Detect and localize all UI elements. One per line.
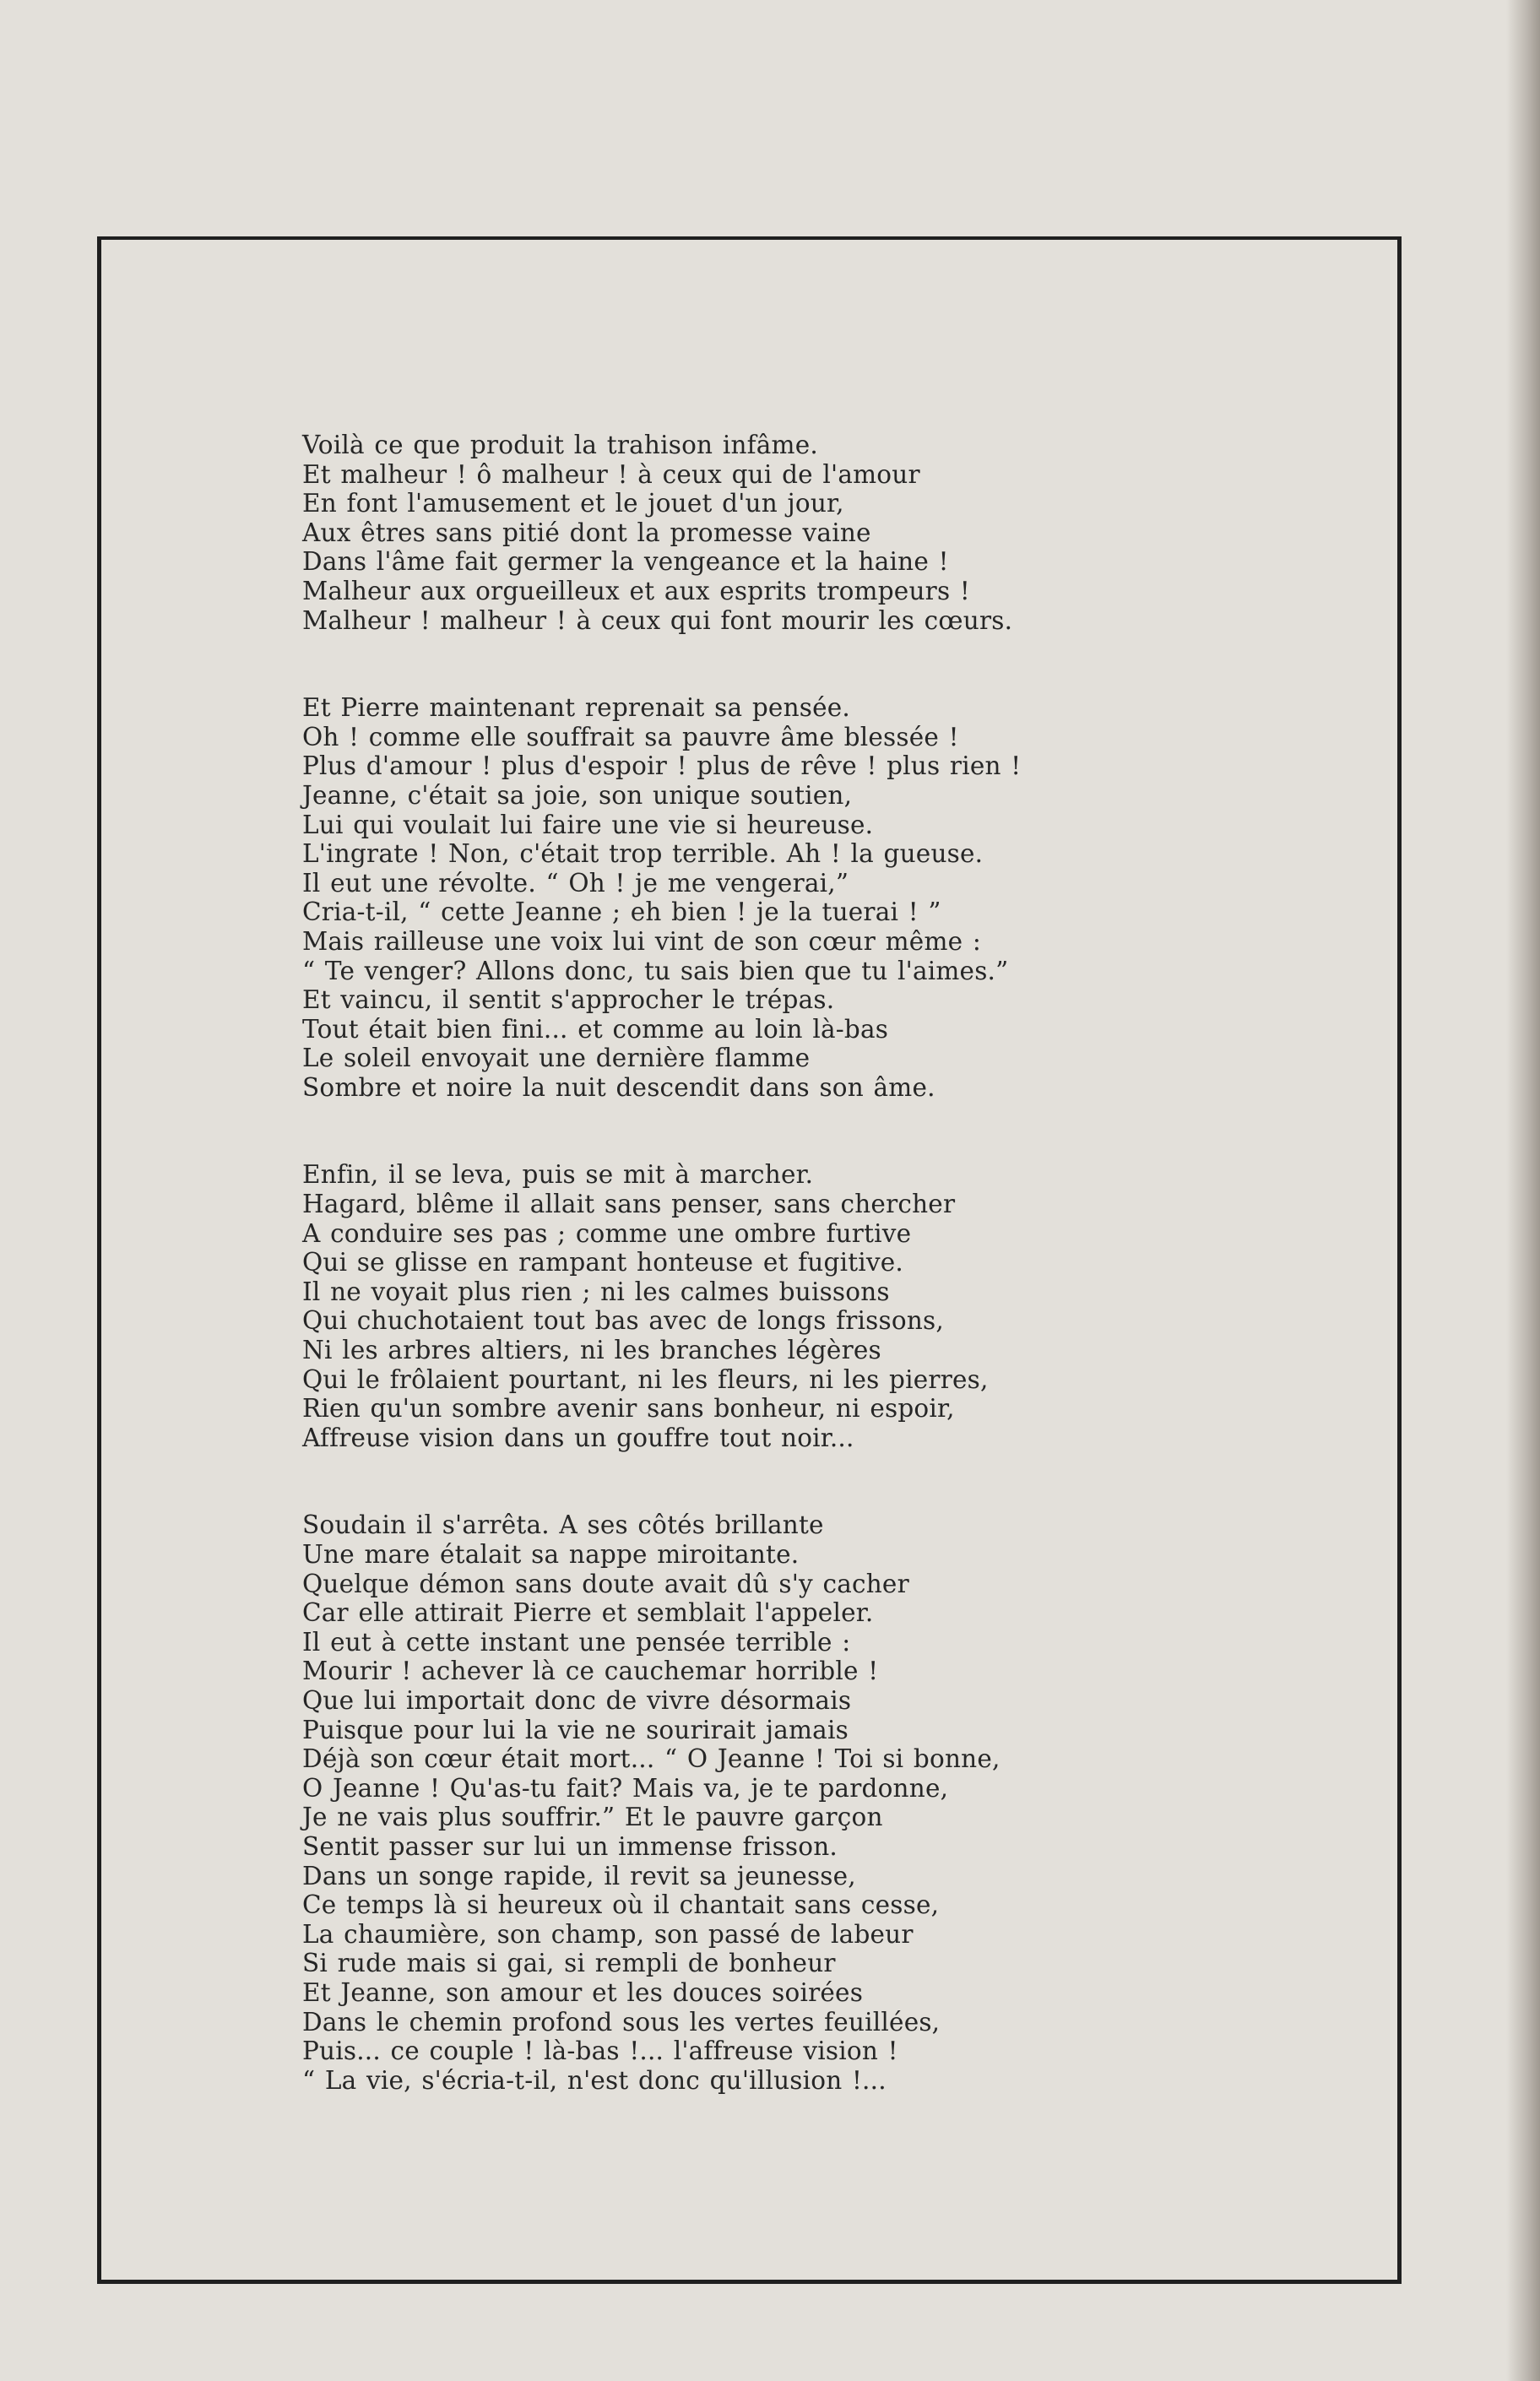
poem-line: Ni les arbres altiers, ni les branches légères [302, 1336, 881, 1365]
poem-line: Malheur ! malheur ! à ceux qui font mourir les cœurs. [302, 605, 1013, 635]
poem-line: Ce temps là si heureux où il chantait sans cesse, [302, 1890, 940, 1920]
poem-line: Puisque pour lui la vie ne sourirait jamais [302, 1715, 849, 1744]
poem-line: Quelque démon sans doute avait dû s'y cacher [302, 1569, 909, 1598]
poem-line: La chaumière, son champ, son passé de labeur [302, 1919, 914, 1949]
poem-line: L'ingrate ! Non, c'était trop terrible. Ah ! la gueuse. [302, 839, 984, 869]
poem-line: Je ne vais plus souffrir.” Et le pauvre garçon [302, 1803, 883, 1832]
poem-line: Puis... ce couple ! là-bas !... l'affreuse vision ! [302, 2037, 898, 2066]
poem-line: Enfin, il se leva, puis se mit à marcher. [302, 1160, 814, 1190]
poem-line: Mais railleuse une voix lui vint de son cœur même : [302, 926, 981, 956]
poem-line: Car elle attirait Pierre et semblait l'appeler. [302, 1598, 874, 1628]
poem-line: O Jeanne ! Qu'as-tu fait? Mais va, je te pardonne, [302, 1773, 949, 1803]
stanza-1 [302, 431, 1400, 635]
poem-text [302, 431, 1400, 2153]
poem-line: Dans un songe rapide, il revit sa jeunesse, [302, 1861, 856, 1890]
poem-line: Plus d'amour ! plus d'espoir ! plus de rêve ! plus rien ! [302, 751, 1022, 781]
poem-line: Il eut une révolte. “ Oh ! je me vengerai,” [302, 868, 849, 898]
poem-line: Il eut à cette instant une pensée terrible : [302, 1627, 851, 1657]
poem-line: Voilà ce que produit la trahison infâme. [302, 431, 818, 459]
poem-line: Lui qui voulait lui faire une vie si heureuse. [302, 810, 874, 839]
stanza-4 [302, 1510, 1400, 2095]
poem-line: Et Jeanne, son amour et les douces soirées [302, 1977, 864, 2007]
poem-line: Qui se glisse en rampant honteuse et fugitive. [302, 1248, 903, 1277]
poem-line: Le soleil envoyait une dernière flamme [302, 1044, 811, 1073]
page-edge-shadow [1506, 0, 1540, 2381]
poem-line: Rien qu'un sombre avenir sans bonheur, ni espoir, [302, 1394, 955, 1424]
poem-line: Qui le frôlaient pourtant, ni les fleurs, ni les pierres, [302, 1364, 989, 1394]
poem-line: Et malheur ! ô malheur ! à ceux qui de l'amour [302, 459, 920, 489]
poem-line: Déjà son cœur était mort... “ O Jeanne ! Toi si bonne, [302, 1744, 1000, 1774]
poem-line: “ La vie, s'écria-t-il, n'est donc qu'illusion !... [302, 2065, 887, 2095]
stanza-2 [302, 693, 1400, 1102]
poem-line: Sentit passer sur lui un immense frisson. [302, 1831, 838, 1861]
poem-line: Affreuse vision dans un gouffre tout noir... [302, 1423, 854, 1452]
poem-line: Si rude mais si gai, si rempli de bonheur [302, 1949, 836, 1978]
stanza-3 [302, 1160, 1400, 1452]
poem-line: Tout était bien fini... et comme au loin là-bas [302, 1014, 889, 1044]
poem-line: Dans le chemin profond sous les vertes feuillées, [302, 2007, 941, 2037]
poem-line: Et Pierre maintenant reprenait sa pensée. [302, 693, 851, 723]
poem-line: Sombre et noire la nuit descendit dans son âme. [302, 1072, 935, 1102]
poem-line: Mourir ! achever là ce cauchemar horrible ! [302, 1657, 879, 1686]
poem-line: A conduire ses pas ; comme une ombre furtive [302, 1218, 912, 1248]
poem-line: Qui chuchotaient tout bas avec de longs frissons, [302, 1306, 944, 1336]
poem-line: Une mare étalait sa nappe miroitante. [302, 1540, 800, 1569]
poem-line: Et vaincu, il sentit s'approcher le trépas. [302, 985, 835, 1015]
poem-line: Il ne voyait plus rien ; ni les calmes buissons [302, 1277, 890, 1306]
poem-line: Jeanne, c'était sa joie, son unique soutien, [302, 780, 853, 810]
poem-line: En font l'amusement et le jouet d'un jour, [302, 489, 844, 518]
poem-line: “ Te venger? Allons donc, tu sais bien que tu l'aimes.” [302, 956, 1009, 985]
poem-line: Dans l'âme fait germer la vengeance et la haine ! [302, 547, 949, 577]
poem-line: Hagard, blême il allait sans penser, sans chercher [302, 1190, 956, 1219]
poem-line: Soudain il s'arrêta. A ses côtés brillante [302, 1510, 824, 1540]
poem-line: Que lui importait donc de vivre désormais [302, 1685, 852, 1715]
poem-line: Aux êtres sans pitié dont la promesse vaine [302, 518, 871, 547]
poem-line: Oh ! comme elle souffrait sa pauvre âme blessée ! [302, 722, 959, 751]
poem-line: Cria-t-il, “ cette Jeanne ; eh bien ! je la tuerai ! ” [302, 898, 941, 927]
poem-line: Malheur aux orgueilleux et aux esprits trompeurs ! [302, 576, 970, 605]
